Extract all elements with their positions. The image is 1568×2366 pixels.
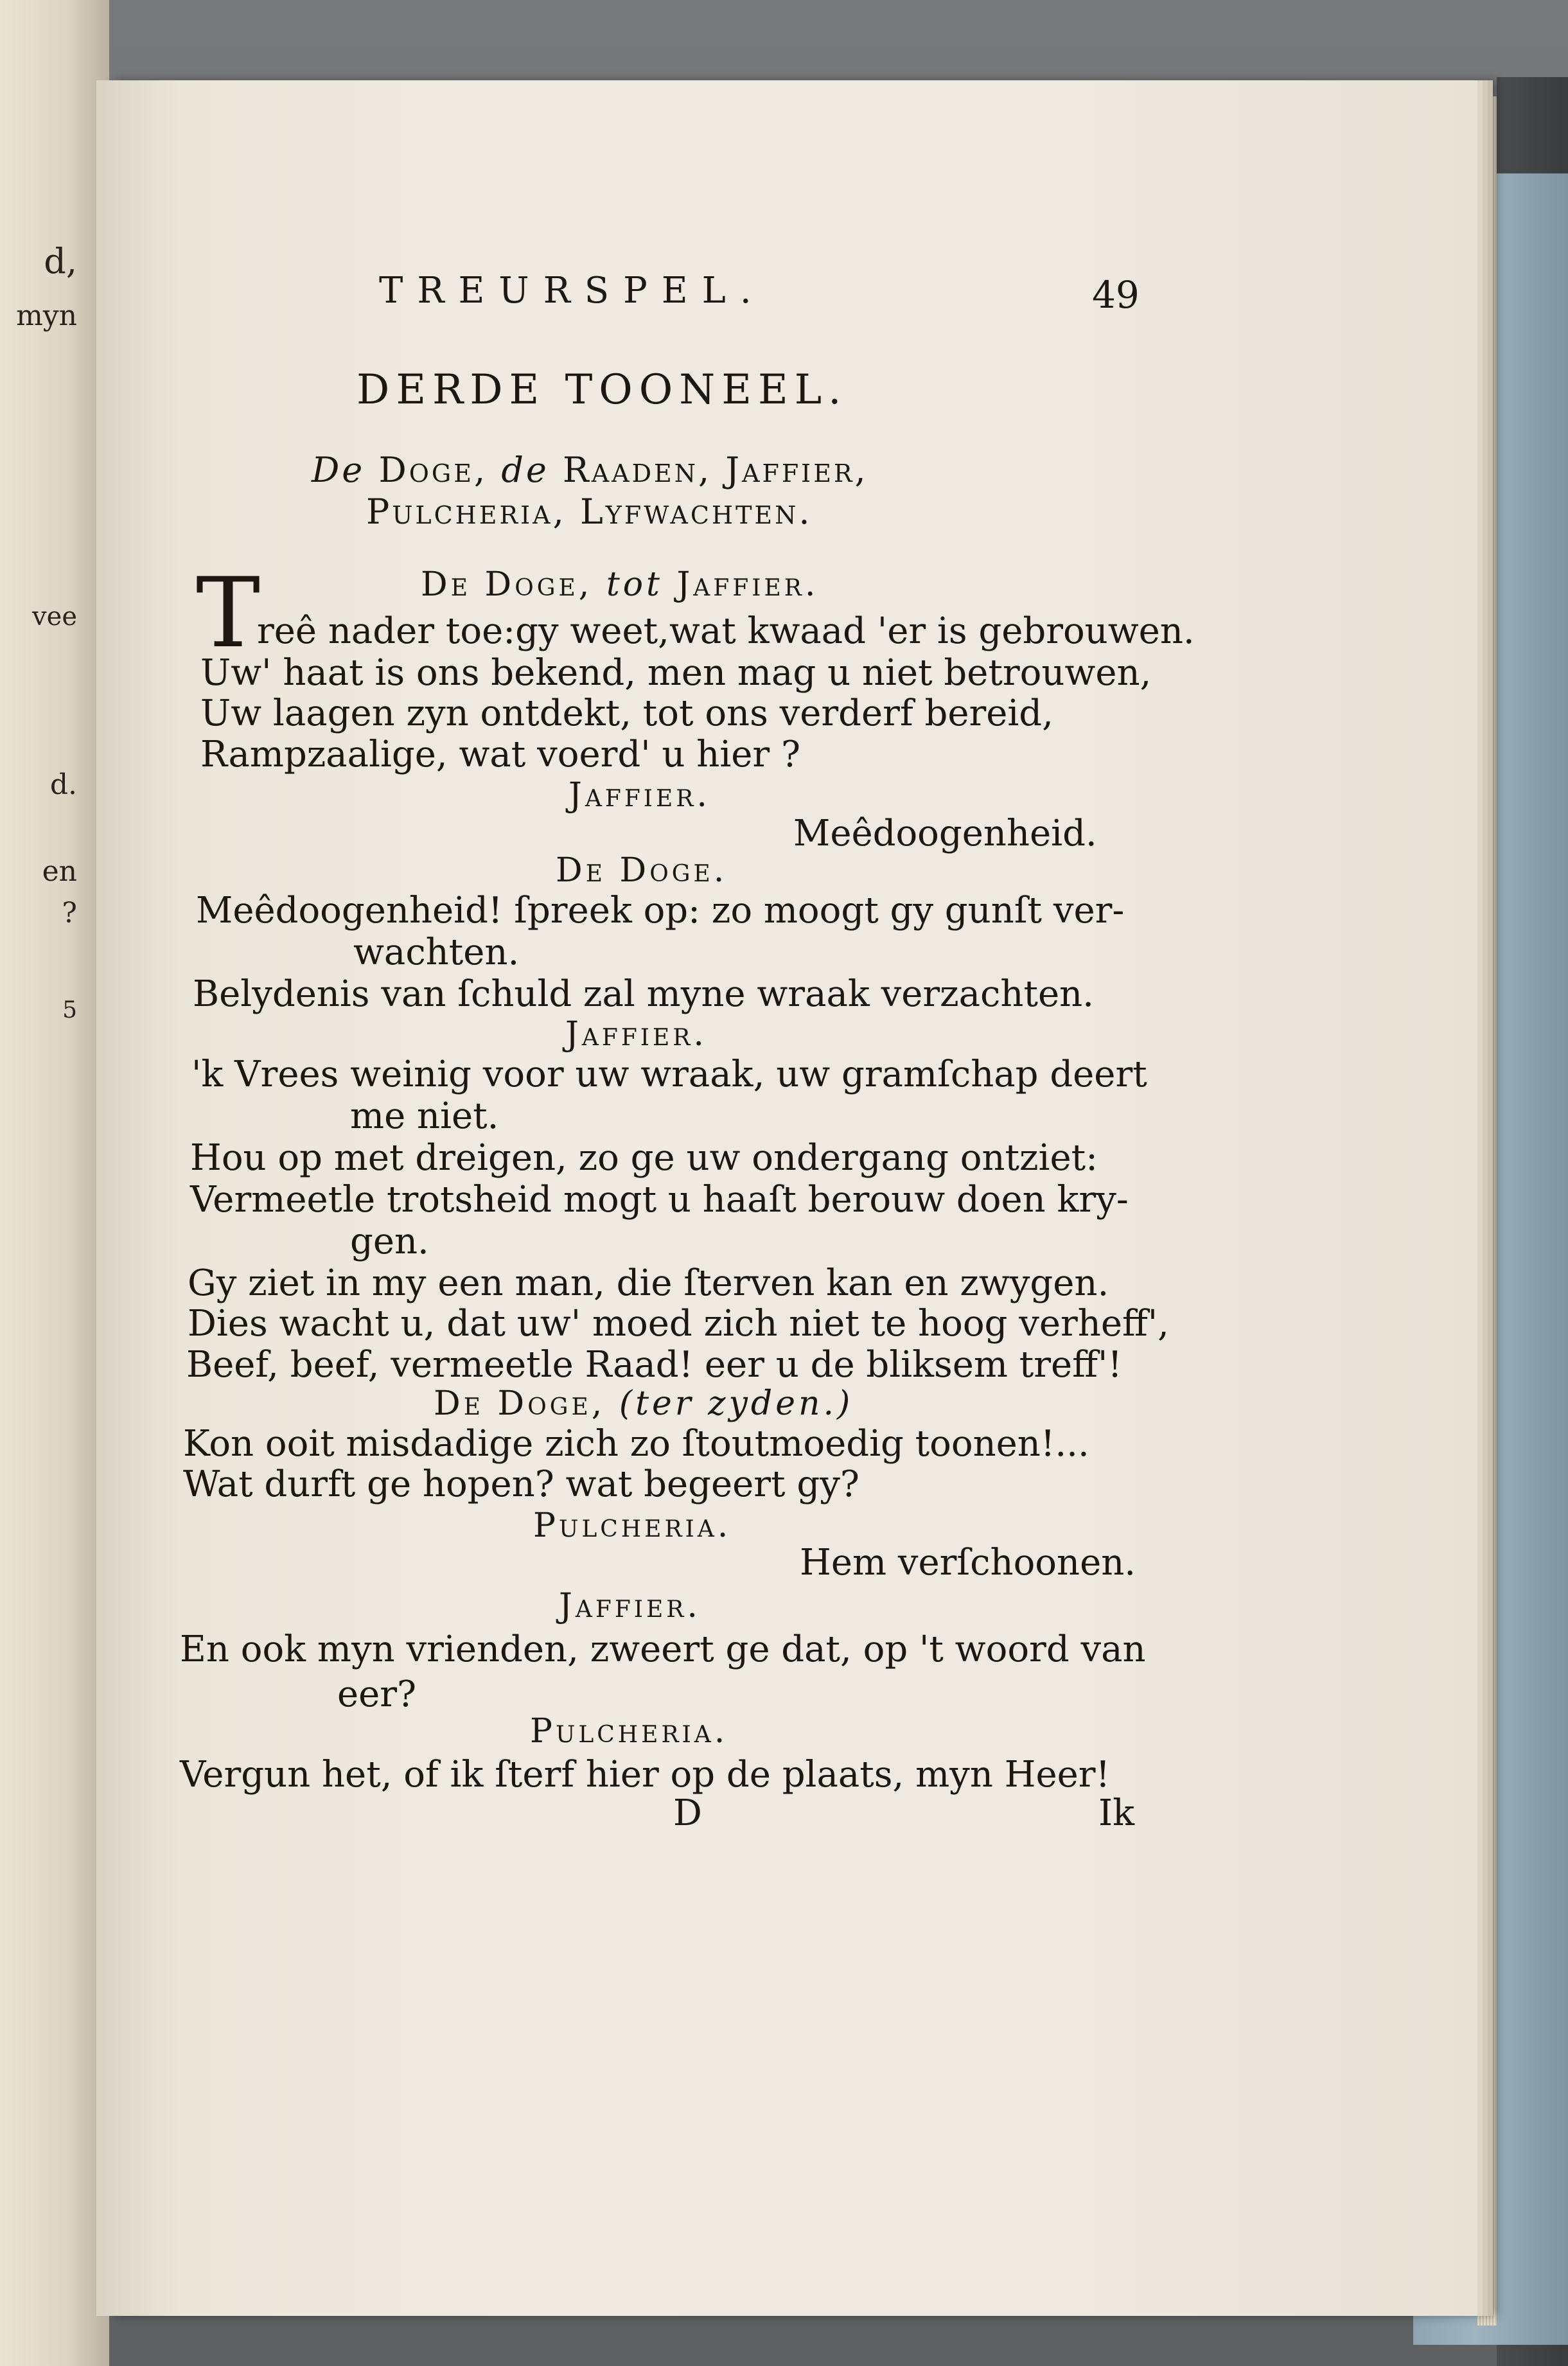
speaker-target: Jaffier. (676, 565, 819, 604)
verse-line: Beef, beef, vermeetle Raad! eer u de bliksem treff'! (186, 1344, 1122, 1386)
speaker-heading: De Doge. (556, 851, 728, 890)
drop-capital: T (196, 558, 261, 669)
cast-doge: Doge, (378, 450, 488, 490)
speaker-name: De Doge, (434, 1384, 606, 1423)
speaker-heading: Jaffier. (559, 1587, 701, 1625)
speaker-name: De Doge, (421, 565, 593, 604)
stage-direction: tot (606, 565, 663, 604)
stage-direction: (ter zyden.) (619, 1384, 854, 1423)
cast-rest: Raaden, Jaffier, (563, 450, 868, 490)
scene-title: DERDE TOONEEL. (357, 366, 848, 414)
verse-line: Vermeetle trotsheid mogt u haaſt berouw doen kry- (190, 1179, 1129, 1221)
speaker-heading: Pulcheria. (530, 1712, 728, 1751)
verse-line: eer? (337, 1673, 417, 1715)
catchword: Ik (1098, 1792, 1135, 1834)
left-fragment: d, (44, 241, 77, 281)
cast-line-2: Pulcheria, Lyfwachten. (366, 491, 813, 532)
speaker-heading (421, 565, 818, 604)
verse-line: Uw' haat is ons bekend, men mag u niet betrouwen, (200, 652, 1152, 694)
verse-line: Hem verſchoonen. (800, 1542, 1136, 1584)
left-fragment: d. (49, 768, 77, 801)
verse-line: wachten. (353, 931, 520, 973)
speaker-heading (434, 1384, 853, 1423)
cast-de: de (501, 450, 549, 490)
cast-line-1 (312, 450, 868, 490)
left-fragment: vee (32, 602, 77, 631)
verse-line: Kon ooit misdadige zich zo ſtoutmoedig toonen!... (183, 1423, 1089, 1465)
verse-line: gen. (350, 1221, 429, 1262)
signature-mark: D (673, 1792, 702, 1834)
verse-line: Rampzaalige, wat voerd' u hier ? (200, 734, 800, 775)
page-number: 49 (1092, 273, 1140, 317)
speaker-heading: Pulcheria. (533, 1506, 732, 1545)
cast-prefix: De (312, 450, 366, 490)
verse-line: Dies wacht u, dat uw' moed zich niet te hoog verheff', (188, 1303, 1169, 1345)
verse-line: En ook myn vrienden, zweert ge dat, op 't woord van (180, 1629, 1146, 1670)
verse-line: reê nader toe:gy weet,wat kwaad 'er is gebrouwen. (257, 610, 1195, 652)
verse-line: Wat durft ge hopen? wat begeert gy? (183, 1463, 859, 1505)
verse-line: Gy ziet in my een man, die ſterven kan en zwygen. (188, 1262, 1109, 1304)
verse-line: me niet. (350, 1095, 499, 1137)
verse-line: Uw laagen zyn ontdekt, tot ons verderf bereid, (200, 693, 1053, 734)
left-fragment: ? (62, 897, 77, 930)
running-head: TREURSPEL. (379, 270, 766, 312)
verse-line: Belydenis van ſchuld zal myne wraak verzachten. (193, 973, 1094, 1015)
verse-line: 'k Vrees weinig voor uw wraak, uw gramſchap deert (191, 1054, 1147, 1095)
left-fragment: myn (16, 299, 77, 332)
verse-line: Vergun het, of ik ſterf hier op de plaats, myn Heer! (180, 1754, 1111, 1796)
verse-line: Meêdoogenheid! ſpreek op: zo moogt gy gunſt ver- (196, 890, 1125, 931)
verse-line: Hou op met dreigen, zo ge uw ondergang ontziet: (190, 1137, 1098, 1179)
left-fragment: en (42, 855, 77, 888)
left-fragment: 5 (62, 997, 77, 1023)
page-edges (1477, 96, 1497, 2326)
left-page-edge (0, 0, 109, 2366)
verse-line: Meêdoogenheid. (793, 813, 1097, 854)
speaker-heading: Jaffier. (565, 1015, 707, 1054)
speaker-heading: Jaffier. (568, 776, 710, 815)
